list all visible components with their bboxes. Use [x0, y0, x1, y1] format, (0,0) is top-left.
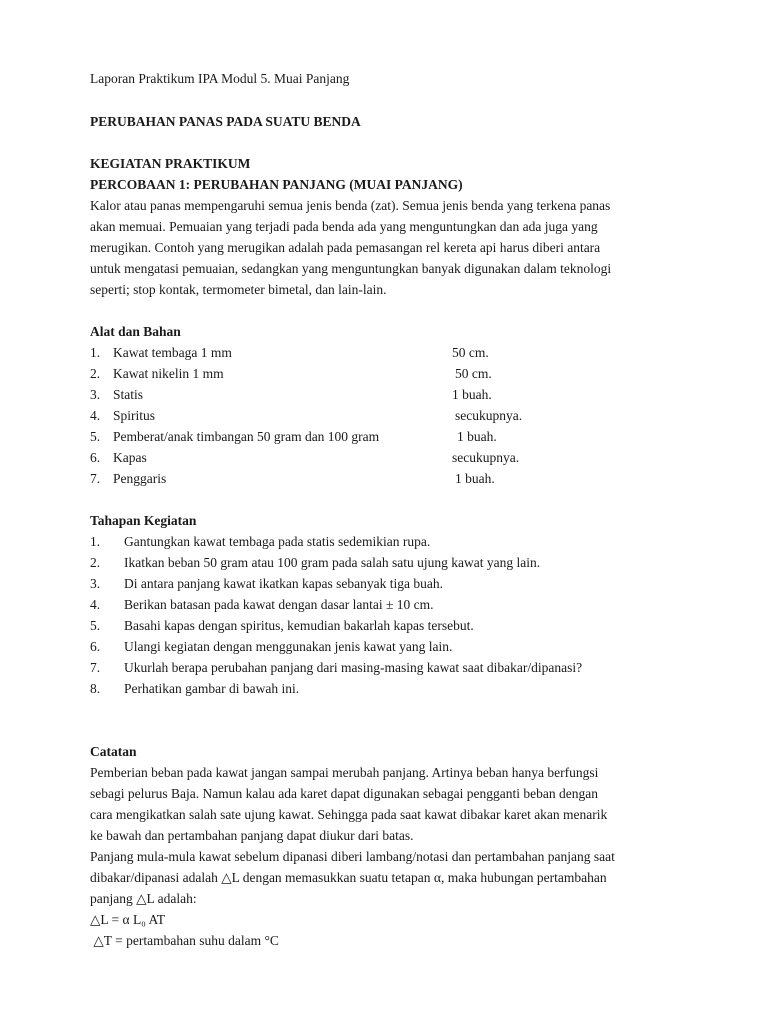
- main-title: PERUBAHAN PANAS PADA SUATU BENDA: [90, 114, 361, 129]
- step-text: Perhatikan gambar di bawah ini.: [124, 681, 300, 696]
- document-header: Laporan Praktikum IPA Modul 5. Muai Panjang: [90, 71, 350, 86]
- notes-line: Pemberian beban pada kawat jangan sampai merubah panjang. Artinya beban hanya berfungsi: [90, 765, 599, 780]
- step-number: 3.: [90, 576, 101, 591]
- step-number: 6.: [90, 639, 101, 654]
- item-quantity: 1 buah.: [457, 429, 497, 444]
- item-number: 7.: [90, 471, 101, 486]
- item-number: 3.: [90, 387, 101, 402]
- step-number: 5.: [90, 618, 101, 633]
- step-text: Ulangi kegiatan dengan menggunakan jenis kawat yang lain.: [124, 639, 453, 654]
- item-name: Kawat nikelin 1 mm: [113, 366, 224, 381]
- step-number: 7.: [90, 660, 101, 675]
- item-number: 4.: [90, 408, 101, 423]
- step-text: Gantungkan kawat tembaga pada statis sedemikian rupa.: [124, 534, 431, 549]
- experiment-heading: PERCOBAAN 1: PERUBAHAN PANJANG (MUAI PANJANG): [90, 177, 463, 192]
- notes-line: dibakar/dipanasi adalah △L dengan memasukkan suatu tetapan α, maka hubungan pertambahan: [90, 870, 607, 885]
- step-number: 8.: [90, 681, 101, 696]
- intro-line: Kalor atau panas mempengaruhi semua jenis benda (zat). Semua jenis benda yang terkena panas: [90, 198, 611, 213]
- notes-line: ke bawah dan pertambahan panjang dapat diukur dari batas.: [90, 828, 414, 843]
- intro-line: seperti; stop kontak, termometer bimetal, dan lain-lain.: [90, 282, 387, 297]
- item-quantity: 50 cm.: [452, 345, 489, 360]
- step-number: 2.: [90, 555, 101, 570]
- item-quantity: secukupnya.: [455, 408, 523, 423]
- step-text: Ikatkan beban 50 gram atau 100 gram pada salah satu ujung kawat yang lain.: [124, 555, 541, 570]
- item-name: Statis: [113, 387, 144, 402]
- item-quantity: 1 buah.: [455, 471, 495, 486]
- step-number: 4.: [90, 597, 101, 612]
- formula: △L = α L₀ AT: [90, 912, 166, 927]
- intro-line: akan memuai. Pemuaian yang terjadi pada benda ada yang menguntungkan dan ada juga yang: [90, 219, 598, 234]
- item-name: Pemberat/anak timbangan 50 gram dan 100 gram: [113, 429, 380, 444]
- item-name: Penggaris: [113, 471, 167, 486]
- item-number: 5.: [90, 429, 101, 444]
- notes-line: Panjang mula-mula kawat sebelum dipanasi diberi lambang/notasi dan pertambahan panjang saat: [90, 849, 615, 864]
- item-number: 6.: [90, 450, 101, 465]
- step-number: 1.: [90, 534, 101, 549]
- step-text: Di antara panjang kawat ikatkan kapas sebanyak tiga buah.: [124, 576, 444, 591]
- materials-heading: Alat dan Bahan: [90, 324, 181, 339]
- notes-line: sebagi pelurus Baja. Namun kalau ada karet dapat digunakan sebagai pengganti beban dengan: [90, 786, 598, 801]
- item-name: Spiritus: [113, 408, 156, 423]
- formula-note: △T = pertambahan suhu dalam °C: [90, 933, 279, 948]
- steps-heading: Tahapan Kegiatan: [90, 513, 197, 528]
- item-name: Kapas: [113, 450, 147, 465]
- item-name: Kawat tembaga 1 mm: [113, 345, 232, 360]
- item-quantity: 1 buah.: [452, 387, 492, 402]
- intro-line: merugikan. Contoh yang merugikan adalah pada pemasangan rel kereta api harus diberi antara: [90, 240, 601, 255]
- step-text: Berikan batasan pada kawat dengan dasar lantai ± 10 cm.: [124, 597, 434, 612]
- section-heading: KEGIATAN PRAKTIKUM: [90, 156, 251, 171]
- notes-line: cara mengikatkan salah sate ujung kawat. Sehingga pada saat kawat dibakar karet akan menarik: [90, 807, 608, 822]
- item-quantity: secukupnya.: [452, 450, 520, 465]
- notes-line: panjang △L adalah:: [90, 891, 197, 906]
- notes-heading: Catatan: [90, 744, 137, 759]
- intro-line: untuk mengatasi pemuaian, sedangkan yang menguntungkan banyak digunakan dalam teknologi: [90, 261, 612, 276]
- item-number: 2.: [90, 366, 101, 381]
- item-number: 1.: [90, 345, 101, 360]
- step-text: Basahi kapas dengan spiritus, kemudian bakarlah kapas tersebut.: [124, 618, 474, 633]
- item-quantity: 50 cm.: [455, 366, 492, 381]
- step-text: Ukurlah berapa perubahan panjang dari masing-masing kawat saat dibakar/dipanasi?: [124, 660, 583, 675]
